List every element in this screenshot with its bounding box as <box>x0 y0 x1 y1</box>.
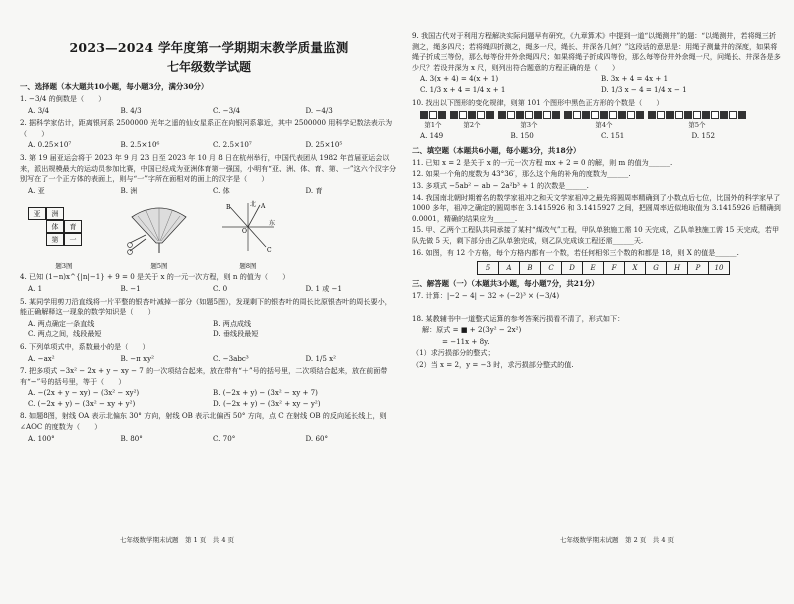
strip-cell: B <box>519 261 541 275</box>
compass-diagram <box>218 199 278 255</box>
option: C. 体 <box>213 185 230 195</box>
strip-cell: C <box>540 261 562 275</box>
pattern-1 <box>420 111 446 129</box>
question-9-options <box>420 74 782 95</box>
option: D. 60° <box>305 433 329 443</box>
strip-cell: 5 <box>477 261 499 275</box>
question-12: 12. 如果一个角的度数为 43°36′，那么这个角的补角的度数为______. <box>412 169 631 179</box>
question-8-options <box>28 434 398 445</box>
figure-5 <box>126 203 192 270</box>
figure-caption: 题3图 <box>55 262 73 271</box>
question-2: 2. 据科学家估计，距离银河系 2500000 光年之遥的仙女星系正在向银河系靠近，其中 2500000 用科学记数法表示为（ ） <box>20 118 393 138</box>
label-north: 北 <box>250 201 257 209</box>
cube-face: 亚 <box>28 207 46 220</box>
question-11: 11. 已知 x = 2 是关于 x 的一元一次方程 mx + 2 = 0 的解，则 m 的值为______. <box>412 157 673 167</box>
exam-subtitle: 七年级数学试题 <box>166 60 251 74</box>
question-4: 4. 已知 (1−n)x^{|n|−1} + 9 = 0 是关于 x 的一元一次方程，则 n 的值为（ ） <box>20 272 290 282</box>
question-6-options <box>28 354 398 365</box>
question-16: 16. 如图，有 12 个方格，每个方格内都有一个数，若任何相邻三个数的和都是 18，则 X 的值是______. <box>412 247 739 257</box>
question-5-options <box>28 319 398 340</box>
option: A. 1 <box>28 283 43 293</box>
question-9: 9. 我国古代对于利用方程解决实际问题早有研究，《九章算术》中提到一道“以绳测井”的题：“以绳测井，若将绳三折测之，绳多四尺；若将绳四折测之，绳多一尺，绳长、井深各几何？”这段话的意思是：用绳子测量井的深度，如果将绳子折成三等份，那么每等份井外余绳四尺；如果将绳子折成四等份，那么每等份井外余绳一尺，问绳长、井深各是多少尺？若设井深为 x 尺，则列出符合题意的方程正确的是（ ） <box>412 31 781 72</box>
page-footer: 七年级数学期末试题 第 1 页 共 4 页 <box>120 536 235 544</box>
question-15: 15. 甲、乙两个工程队共同承接了某村“煤改气”工程，甲队单独施工需 10 天完成，乙队单独施工需 15 天完成，若甲队先做 5 天，剩下部分由乙队单独完成，则乙队完成该工程还需______天. <box>412 225 780 245</box>
strip-cell: H <box>666 261 688 275</box>
question-3: 3. 第 19 届亚运会将于 2023 年 9 月 23 日至 2023 年 10 月 8 日在杭州举行，中国代表团从 1982 年首届亚运会以来，派出规模最大的运动员参加比赛，中国已经成为亚洲体育第一强国，小明有“亚、洲、体、育、第、一”这六个汉字分别写在了一个正方体的表面上，则与“一”字所在面相对的面上的汉字是（ ） <box>20 152 397 184</box>
question-14: 14. 我国南北朝时期着名的数学家祖冲之和天文学家祖冲之最先将圆周率精确到了小数点后七位，比国外的科学家早了 1000 多年，祖冲之确定的圆周率在 3.1415926 和 3.1415927 之间，把圆周率近似地取值为 3.1415926 后精确到 0.0001，精确的结果应为______. <box>412 192 781 223</box>
pattern-label: 第4个 <box>595 121 613 130</box>
strip-cell: A <box>498 261 520 275</box>
option: B. 4/3 <box>120 105 142 115</box>
option: D. (−2x + y) − (3x² + xy − y²) <box>213 398 321 408</box>
option: B. −π xy² <box>120 353 154 363</box>
question-10: 10. 找出以下图形的变化规律，则第 101 个图形中黑色正方形的个数是（ ） <box>412 97 664 107</box>
question-2-options <box>28 140 398 151</box>
option: A. 0.25×10⁷ <box>28 140 72 150</box>
cube-net <box>28 207 100 259</box>
option: A. −ax² <box>28 353 55 363</box>
pattern-label: 第3个 <box>520 121 538 130</box>
pattern-4 <box>564 111 644 129</box>
question-13: 13. 多项式 −5ab² − ab − 2a²b³ + 1 的次数是______. <box>412 180 589 190</box>
strip-cell: D <box>561 261 583 275</box>
figure-caption: 题5图 <box>150 262 168 271</box>
pattern-label: 第1个 <box>424 121 442 130</box>
page-2 <box>412 30 782 372</box>
question-4-options <box>28 284 398 295</box>
question-7-options <box>28 388 398 409</box>
option: C. 0 <box>213 283 228 293</box>
option: D. 垂线段最短 <box>213 329 259 339</box>
strip-cell: F <box>603 261 625 275</box>
option: B. 洲 <box>120 185 138 195</box>
cube-face: 洲 <box>46 207 64 220</box>
question-3-options <box>28 186 398 197</box>
option: B. (−2x + y) − (3x² − xy + 7) <box>213 388 318 398</box>
page-footer: 七年级数学期末试题 第 2 页 共 4 页 <box>560 536 675 544</box>
option: D. −4/3 <box>305 105 333 115</box>
cube-face: 一 <box>64 233 82 246</box>
question-10-options <box>420 131 782 142</box>
section-choice-heading: 一、选择题（本大题共10小题，每小题3分，满分30分） <box>20 82 209 91</box>
option: A. 100° <box>28 433 55 443</box>
section-answer-heading: 三、解答题（一）（本题共3小题，每小题7分，共21分） <box>412 279 599 289</box>
option: C. 1/3 x + 4 = 1/4 x + 1 <box>420 84 506 94</box>
option: A. −(2x + y − xy) − (3x² − xy²) <box>28 388 140 398</box>
question-18-expression: 解：原式 = ■ + 2(3y² − 2x²) <box>422 325 522 335</box>
option: D. 1/5 x² <box>305 353 336 363</box>
question-5: 5. 某同学用剪刀沿直线将一片平整的银杏叶减掉一部分（如题5图），发现剩下的银杏叶的周长比原银杏叶的周长要小，能正确解释这一现象的数学知识是（ ） <box>20 296 392 317</box>
pattern-label: 第2个 <box>463 121 481 130</box>
option: A. 149 <box>420 131 444 141</box>
strip-cell: P <box>687 261 709 275</box>
ginkgo-leaf-icon <box>126 203 192 255</box>
option: C. −3abc³ <box>213 353 249 363</box>
option: A. 亚 <box>28 185 45 195</box>
option: B. 150 <box>510 131 534 141</box>
figure-caption: 题8图 <box>239 262 257 271</box>
question-18-part-1: （1）求污损部分的整式； <box>412 348 495 358</box>
question-1-options <box>28 106 398 117</box>
strip-cell: 10 <box>708 261 730 275</box>
exam-title: 2023—2024 学年度第一学期期末教学质量监测 <box>69 40 349 55</box>
option: C. 两点之间，线段最短 <box>28 329 102 339</box>
cube-face: 第 <box>46 233 64 246</box>
option: C. 2.5×10⁷ <box>213 140 252 150</box>
cube-face: 体 <box>46 220 64 233</box>
question-17: 17. 计算：|−2 − 4| − 32 ÷ (−2)³ × (−3/4) <box>412 291 560 301</box>
option: D. 育 <box>305 185 323 195</box>
question-18-part-2: （2）当 x = 2，y = −3 时，求污损部分整式的值. <box>412 360 574 370</box>
option: B. 3x + 4 = 4x + 1 <box>601 74 669 84</box>
label-origin: O <box>242 228 247 236</box>
pattern-5 <box>648 111 746 129</box>
option: B. 两点成线 <box>213 318 252 328</box>
strip-cell: G <box>645 261 667 275</box>
question-18: 18. 某教辅书中一道整式运算的参考答案污损看不清了，形式如下： <box>412 313 625 323</box>
option: A. 3(x + 4) = 4(x + 1) <box>420 74 499 84</box>
figure-3 <box>28 207 100 270</box>
pattern-label: 第5个 <box>688 121 706 130</box>
page-1 <box>20 30 398 446</box>
label-east: 东 <box>269 220 276 228</box>
option: B. 80° <box>120 433 143 443</box>
strip-cell: X <box>624 261 646 275</box>
figure-8 <box>218 199 278 270</box>
number-strip <box>478 261 782 275</box>
question-6: 6. 下列单项式中，系数最小的是（ ） <box>20 341 150 351</box>
option: C. 151 <box>601 131 625 141</box>
option: D. 152 <box>691 131 715 141</box>
pattern-2 <box>450 111 494 129</box>
question-7: 7. 把多项式 −3x² − 2x + y − xy − 7 的一次项结合起来，放在带有“＋”号的括号里，二次项结合起来，放在前面带有“−”号的括号里，等于（ ） <box>20 366 388 386</box>
cube-face: 育 <box>64 220 82 233</box>
label-b: B <box>226 204 231 212</box>
question-8: 8. 如题8图，射线 OA 表示北偏东 30° 方向，射线 OB 表示北偏西 50° 方向，点 C 在射线 OB 的反向延长线上，则 ∠AOC 的度数为（ ） <box>20 411 387 432</box>
figures-row <box>28 199 398 270</box>
pattern-sequence <box>420 111 782 129</box>
option: A. 两点确定一条直线 <box>28 318 95 328</box>
option: C. 70° <box>213 433 236 443</box>
option: D. 25×10⁵ <box>305 140 343 150</box>
option: C. −3/4 <box>213 105 241 115</box>
question-18-result: = −11x + 8y. <box>442 336 490 346</box>
pattern-3 <box>498 111 560 129</box>
label-c: C <box>267 247 272 255</box>
option: D. 1/3 x − 4 = 1/4 x − 1 <box>601 84 687 94</box>
option: D. 1 或 −1 <box>305 283 343 293</box>
section-fill-heading: 二、填空题（本题共6小题，每小题3分，共18分） <box>412 145 581 155</box>
strip-cell: E <box>582 261 604 275</box>
option: B. −1 <box>120 283 141 293</box>
label-a: A <box>261 203 266 211</box>
question-1: 1. −3/4 的倒数是（ ） <box>20 94 106 103</box>
option: B. 2.5×10⁶ <box>120 140 160 150</box>
option: C. (−2x + y) − (3x² − xy + y²) <box>28 398 136 408</box>
option: A. 3/4 <box>28 105 50 115</box>
